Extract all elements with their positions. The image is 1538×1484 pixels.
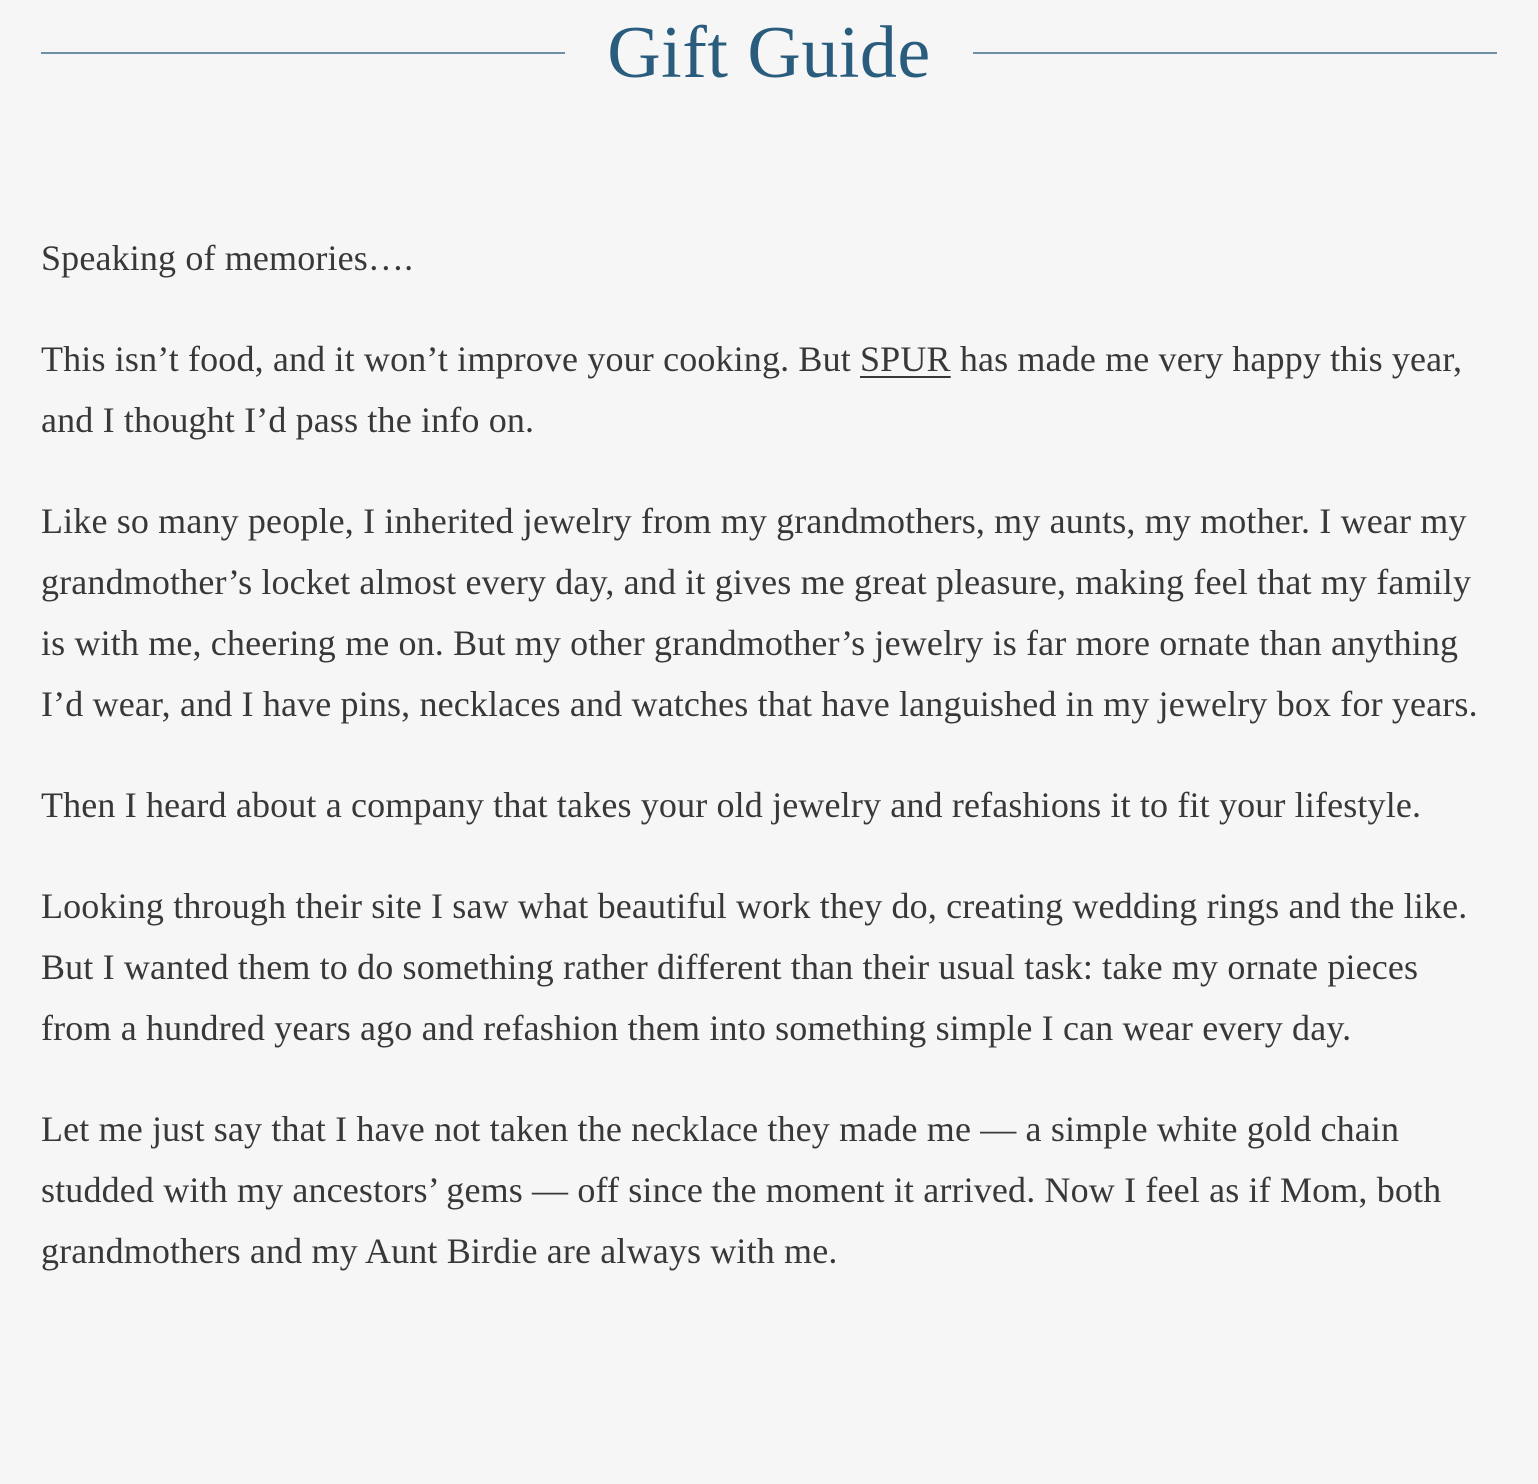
heading-rule-left [41,52,565,54]
spur-link[interactable]: SPUR [860,339,951,379]
section-heading [41,0,1497,105]
heading-rule-right [973,52,1497,54]
heading-title: Gift Guide [607,11,931,94]
paragraph-6: Let me just say that I have not taken the necklace they made me — a simple white gold chain studded with my ancestors’ gems — off since the moment it arrived. Now I feel as if Mom, both grandmothers and my Aunt Birdie are always with me. [41,1109,1442,1271]
paragraph-4: Then I heard about a company that takes your old jewelry and refashions it to fit your lifestyle. [41,785,1422,825]
paragraph-3: Like so many people, I inherited jewelry from my grandmothers, my aunts, my mother. I wear my grandmother’s locket almost every day, and it gives me great pleasure, making feel that my family is with me, cheering me on. But my other grandmother’s jewelry is far more ornate than anything I’d wear, and I have pins, necklaces and watches that have languished in my jewelry box for years. [41,501,1478,724]
paragraph-2-after: has made me very happy this year, and I thought I’d pass the info on. [41,339,1463,440]
paragraph-2 [41,329,1497,451]
article-body [41,228,1497,1322]
paragraph-5: Looking through their site I saw what beautiful work they do, creating wedding rings and the like. But I wanted them to do something rather different than their usual task: take my ornate pieces from a hundred years ago and refashion them into something simple I can wear every day. [41,886,1468,1048]
paragraph-1: Speaking of memories…. [41,238,414,278]
paragraph-2-before: This isn’t food, and it won’t improve your cooking. But [41,339,861,379]
